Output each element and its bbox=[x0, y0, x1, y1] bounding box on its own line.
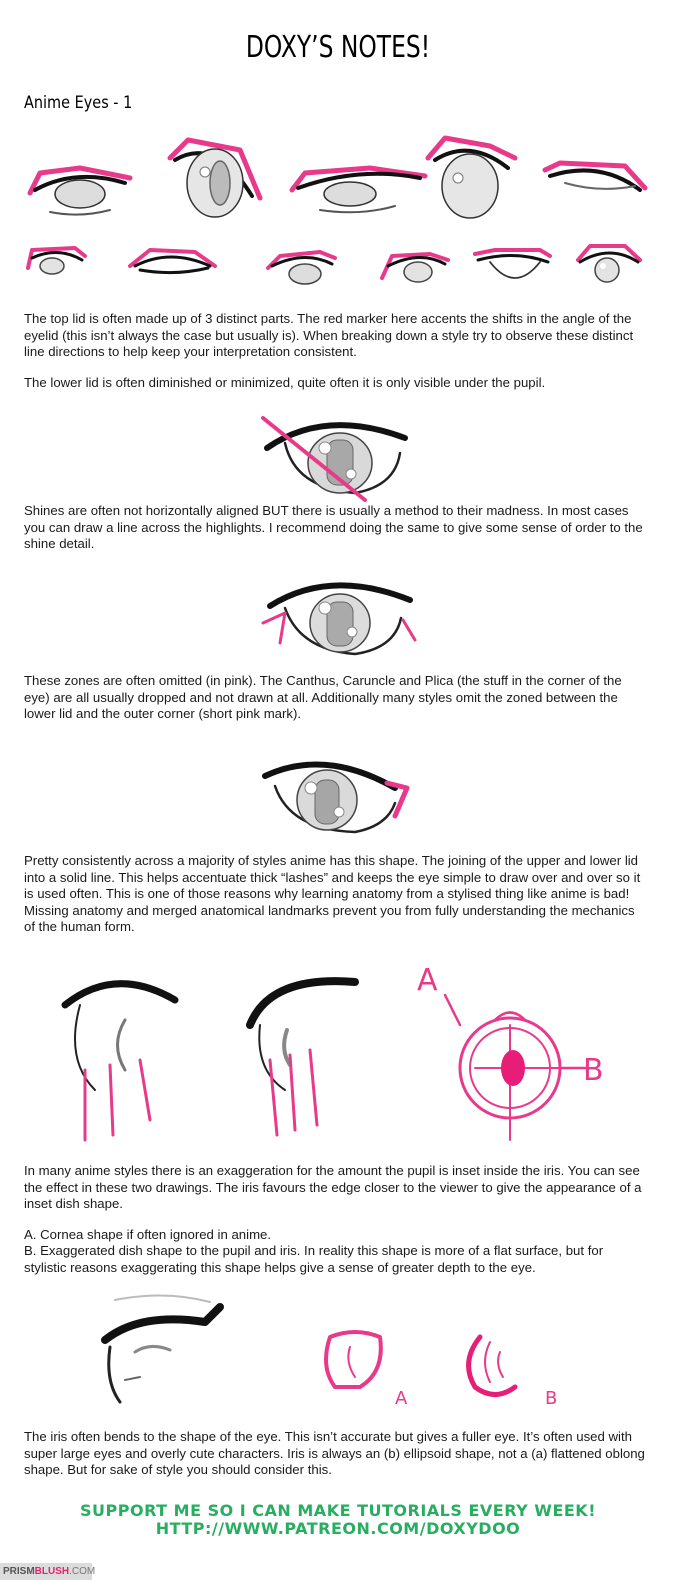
eye-sketch-8 bbox=[268, 252, 335, 284]
patreon-link[interactable]: HTTP://WWW.PATREON.COM/DOXYDOO bbox=[155, 1519, 521, 1538]
label-a: A bbox=[417, 963, 438, 998]
eye-sketch-4 bbox=[428, 138, 515, 218]
eye-sketch-3 bbox=[292, 168, 425, 212]
label-b: B bbox=[583, 1053, 604, 1088]
text-lid-join: Pretty consistently across a majority of styles anime has this shape. The joining of the upper and lower lid into a solid line. This helps accentuate thick “lashes” and keeps the eye simple to draw over and over so it is used often. This is one of those reasons why learning anatomy from a stylised thing like anime is bad! Missing anatomy and merged anatomical landmarks prevent you from fully understanding the mechanics of the human form. bbox=[24, 853, 641, 935]
iris-shape-b bbox=[469, 1337, 558, 1409]
text-iris-bend: The iris often bends to the shape of the eye. This isn’t accurate but gives a fuller eye. It’s often used with super large eyes and overly cute characters. Iris is always an (b) ellipsoid shape, not a (a) flattened oblong shape. But for sake of style you should consider this. bbox=[24, 1429, 645, 1478]
eye-sketch-9 bbox=[382, 254, 448, 282]
eye-sketches-row-2 bbox=[20, 238, 660, 298]
inset-diagram-3 bbox=[417, 963, 604, 1140]
page-title: DOXY’S NOTES! bbox=[245, 30, 431, 65]
text-lower-lid: The lower lid is often diminished or minimized, quite often it is only visible under the pupil. bbox=[24, 375, 546, 390]
watermark-logo: PRISMBLUSH.COM bbox=[0, 1563, 92, 1580]
inset-diagram-2 bbox=[250, 981, 355, 1135]
eye-iris-bend-diagrams bbox=[95, 1292, 585, 1417]
eye-sketch-5 bbox=[545, 163, 645, 190]
eye-sketch-10 bbox=[475, 250, 550, 278]
text-inset-pupil: In many anime styles there is an exaggeration for the amount the pupil is inset inside the iris. You can see the effect in these two drawings. The iris favours the edge closer to the viewer to give the appearance of a inset dish shape. bbox=[24, 1163, 642, 1212]
iris-bend-eye bbox=[105, 1295, 220, 1402]
label-b-small: B bbox=[545, 1388, 558, 1409]
iris-shape-a bbox=[326, 1332, 408, 1409]
support-line: SUPPORT ME SO I CAN MAKE TUTORIALS EVERY WEEK! bbox=[80, 1501, 596, 1520]
eye-sketch-6 bbox=[28, 248, 85, 274]
text-shines: Shines are often not horizontally aligned BUT there is usually a method to their madness. In most cases you can draw a line across the highlights. I recommend doing the same to give some sense of order to the shine detail. bbox=[24, 503, 643, 552]
eye-sketch-2 bbox=[170, 140, 260, 217]
eye-inset-pupil-diagrams bbox=[55, 950, 625, 1155]
page-subtitle: Anime Eyes - 1 bbox=[24, 93, 133, 113]
eye-shine-alignment bbox=[255, 408, 425, 503]
text-dish-note: B. Exaggerated dish shape to the pupil and iris. In reality this shape is more of a flat surface, but for stylistic reasons exaggerating this shape helps give a sense of greater depth to the eye. bbox=[24, 1243, 604, 1275]
eye-lid-join bbox=[255, 748, 420, 840]
eye-sketch-1 bbox=[30, 168, 130, 215]
eye-sketch-7 bbox=[130, 250, 215, 273]
eye-omitted-zones bbox=[255, 568, 425, 660]
inset-diagram-1 bbox=[65, 984, 175, 1140]
text-cornea-note: A. Cornea shape if often ignored in anime. bbox=[24, 1227, 272, 1242]
text-omitted-zones: These zones are often omitted (in pink). The Canthus, Caruncle and Plica (the stuff in the corner of the eye) are all usually dropped and not drawn at all. Additionally many styles omit the zoned between the lower lid and the outer corner (short pink mark). bbox=[24, 673, 622, 722]
eye-sketches-row-1 bbox=[20, 128, 660, 233]
text-top-lid: The top lid is often made up of 3 distinct parts. The red marker here accents the shifts in the angle of the eyelid (this isn’t always the case but usually is). When breaking down a style try to observe these distinct line directions to help keep your interpretation consistent. bbox=[24, 311, 634, 360]
eye-sketch-11 bbox=[578, 246, 640, 282]
label-a-small: A bbox=[395, 1388, 408, 1409]
